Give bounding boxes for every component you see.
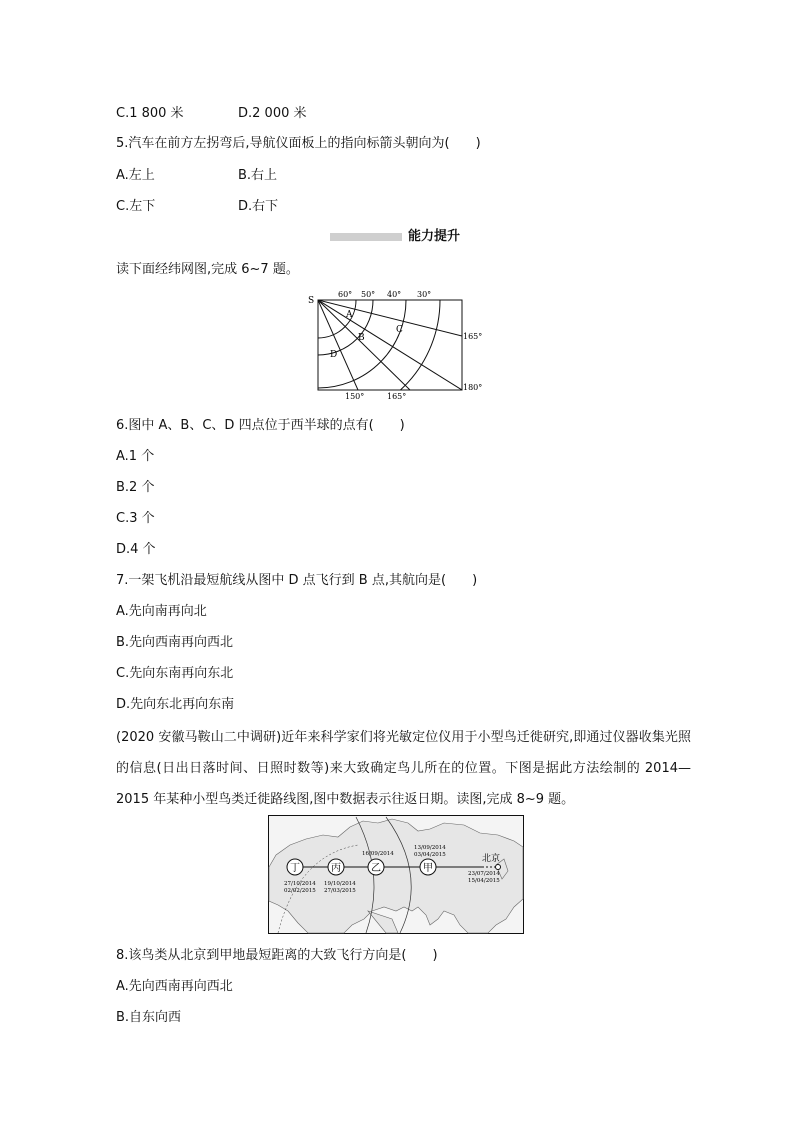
q7-option-b: B.先向西南再向西北 xyxy=(116,635,234,650)
lon-label-180: 180° xyxy=(463,383,483,392)
place-yi: 乙 xyxy=(371,863,381,874)
q6-option-b: B.2 个 xyxy=(116,480,155,495)
lat-label-30: 30° xyxy=(417,290,432,299)
section-title: 能力提升 xyxy=(408,229,461,244)
q5-option-b: B.右上 xyxy=(238,168,278,183)
ding-date-2: 02/02/2015 xyxy=(284,888,316,894)
q7-stem: 7.一架飞机沿最短航线从图中 D 点飞行到 B 点,其航向是( ) xyxy=(116,573,478,588)
pole-label: S xyxy=(308,296,315,306)
meridian-165-bottom xyxy=(318,300,410,390)
migration-map xyxy=(268,815,524,935)
lon-label-150: 150° xyxy=(345,392,365,400)
q7-option-c: C.先向东南再向东北 xyxy=(116,666,234,681)
q4-option-d: D.2 000 米 xyxy=(238,106,307,121)
point-c: C xyxy=(396,325,403,335)
q6-option-c: C.3 个 xyxy=(116,511,155,526)
meridian-165-right xyxy=(318,300,462,336)
lon-label-165-right: 165° xyxy=(463,332,483,341)
place-ding: 丁 xyxy=(290,863,300,874)
point-b: B xyxy=(358,333,365,343)
bing-date-2: 27/03/2015 xyxy=(324,888,356,894)
intro-8-9: (2020 安徽马鞍山二中调研)近年来科学家们将光敏定位仪用于小型鸟迁徙研究,即通过仪器收集光照的信息(日出日落时间、日照时数等)来大致确定鸟儿所在的位置。下图是据此方法绘制的 2014—2015 年某种小型鸟类迁徙路线图,图中数据表示往返日期。读图,完成 8~9 题。 xyxy=(116,730,691,807)
point-a: A xyxy=(346,310,353,320)
yi-date-1: 16/09/2014 xyxy=(362,851,394,857)
graticule-figure xyxy=(306,288,492,400)
q5-option-c: C.左下 xyxy=(116,199,156,214)
place-beijing: 北京 xyxy=(482,854,501,864)
lat-label-50: 50° xyxy=(361,290,376,299)
q7-option-a: A.先向南再向北 xyxy=(116,604,207,619)
bing-date-1: 19/10/2014 xyxy=(324,881,356,887)
place-jia: 甲 xyxy=(423,863,433,874)
point-d: D xyxy=(330,350,338,360)
q7-option-d: D.先向东北再向东南 xyxy=(116,697,235,712)
beijing-marker xyxy=(496,865,501,870)
q5-option-d: D.右下 xyxy=(238,199,279,214)
place-bing: 丙 xyxy=(331,863,341,874)
q8-stem: 8.该鸟类从北京到甲地最短距离的大致飞行方向是( ) xyxy=(116,948,438,963)
lat-label-60: 60° xyxy=(338,290,353,299)
beijing-date-1: 23/07/2014 xyxy=(468,871,500,877)
q6-option-d: D.4 个 xyxy=(116,542,156,557)
q8-option-b: B.自东向西 xyxy=(116,1010,182,1025)
q4-option-c: C.1 800 米 xyxy=(116,106,184,121)
intro-6-7: 读下面经纬网图,完成 6~7 题。 xyxy=(116,262,299,277)
ding-date-1: 27/10/2014 xyxy=(284,881,316,887)
q6-stem: 6.图中 A、B、C、D 四点位于西半球的点有( ) xyxy=(116,418,405,433)
lon-label-165-bottom: 165° xyxy=(387,392,407,400)
lat-label-40: 40° xyxy=(387,290,402,299)
q5-option-a: A.左上 xyxy=(116,168,155,183)
section-heading xyxy=(330,228,470,246)
q5-stem: 5.汽车在前方左拐弯后,导航仪面板上的指向标箭头朝向为( ) xyxy=(116,136,481,151)
section-bar xyxy=(330,233,402,241)
q6-option-a: A.1 个 xyxy=(116,449,155,464)
beijing-date-2: 15/04/2015 xyxy=(468,878,500,884)
meridian-180 xyxy=(318,300,462,390)
q8-option-a: A.先向西南再向西北 xyxy=(116,979,233,994)
jia-date-1: 13/09/2014 xyxy=(414,845,446,851)
jia-date-2: 03/04/2015 xyxy=(414,852,446,858)
